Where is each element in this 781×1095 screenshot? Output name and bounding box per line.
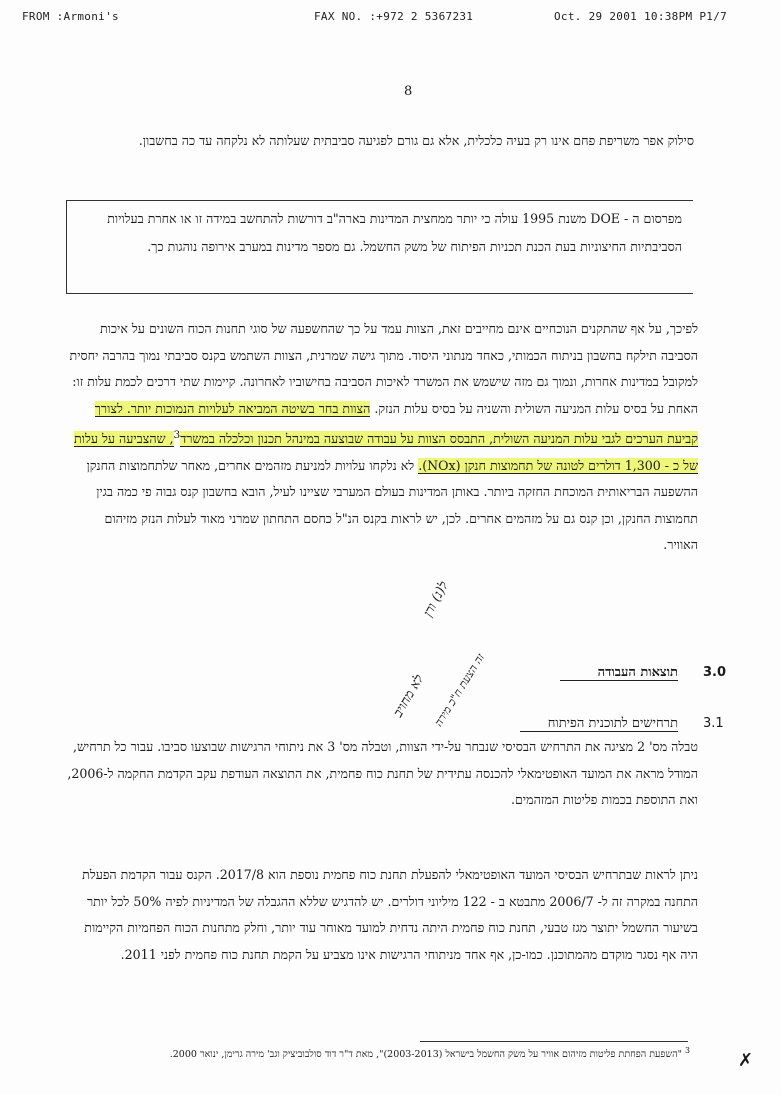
- footnote: [100, 1044, 690, 1062]
- handwritten-note-1: ל(נ) ורן: [420, 579, 452, 620]
- footnote-ref: 3: [173, 429, 181, 441]
- highlight-method: הצוות בחר בשיטה המביאה לעלויות הנמוכות יותר. לצורך קביעת הערכים לגבי עלות המניעה השולית, התבסס הצוות על עבודה שבוצעה במינהל תכנון וכלכלה במשרד: [94, 400, 698, 447]
- highlight-cost: , שהצביעה על עלות של כ - 1,300 דולרים לטונה של תחמוצות חנקן (NOx).: [74, 431, 698, 473]
- paragraph-results: ניתן לראות שבתרחיש הבסיסי המועד האופטימאלי להפעלת תחנת כוח פחמית נוספת הוא 2017/8. הקנס עבור הקדמת הפעלת התחנה במקרה זה ל- 2006/7 מתבטא ב - 122 מיליוני דולרים. יש להדגיש שללא ההגבלה של המדיניות לפיה 50% לכל יותר בשיעור החשמל יתוצר מגז טבעי, תחנת כוח פחמית היתה נדחית למועד מאוחר עוד יותר, וחלק מתחנות הכוח הפחמיות הקיימות היה אף נסגר מוקדם מהמתוכנן. כמו-כן, אף אחד מניתוחי הרגישות אינו מצביע על הקמת תחנת כוח פחמית לפני 2011.: [82, 867, 698, 962]
- page-number: 8: [404, 84, 413, 99]
- paragraph-scenarios: טבלה מס' 2 מציגה את התרחיש הבסיסי שנבחר על-ידי הצוות, וטבלה מס' 3 את ניתוחי הרגישות שבוצעו סביבו. עבור כל תרחיש, המודל מראה את המועד האופטימאלי להכנסה עתידית של תחנת כוח פחמית, את התוצאה העודפת עקב הקדמת החקמה ל-2006, ואת התוספת בכמות פליטות המזהמים.: [67, 739, 698, 807]
- footnote-divider: [420, 1041, 688, 1042]
- section-31-number: 3.1: [703, 716, 724, 731]
- handwritten-note-2: לא מחויב: [390, 672, 428, 720]
- para2-part2: לא נלקחו עלויות למניעת מזהמים אחרים, מאחר שלתחמוצות החנקן ההשפעה הבריאותית המוכחת החזקה ביותר. באותן המדינות בעולם המערבי שציינו לעיל, הובא בחשבון קנס גבוה פי כמה בגין תחמוצות החנקן, וכן קנס גם על מזהמים אחרים. לכן, יש לראות בקנס הנ"ל כחסם התחתון שמרני מאוד לעלות הנזק מזיהום האוויר.: [86, 457, 698, 553]
- paragraph-environment-cost: [66, 316, 698, 559]
- section-31-title: תרחישים לתוכנית הפיתוח: [520, 715, 678, 732]
- footnote-text: "השפעת הפחתת פליטות מזיהום אוויר על משק החשמל בישראל (2003-2013)", מאת ד"ר דוד סולבוביציק וגב' מירה גרימן, ינואר 2000.: [169, 1049, 682, 1061]
- handwritten-note-3: זה הצעת ח"כ מירה: [432, 651, 488, 729]
- fax-number: FAX NO. :+972 2 5367231: [314, 10, 474, 23]
- para2-part1: לפיכך, על אף שהתקנים הנוכחיים אינם מחייבים זאת, הצוות עמד על כך שהחשפעה של סוגי תחנות הכוח השונים על איכות הסביבה תילקח בחשבון בניתוח הכמותי, כאחד מנתוני היסוד. מתוך גישה שמרנית, הצוות השתמש בקנס סביבתי נמוך בהרבה יחסית למקובל במדינות אחרות, ונמוך גם מזה שישמש את המשרד לאיכות הסביבה בחישוביו לאחרונה. קיימות שתי דרכים לכמת עלות זו: האחת על בסיס עלות המניעה השולית והשניה על בסיס עלות הנזק.: [69, 321, 698, 416]
- paragraph-ash-removal: סילוק אפר משריפת פחם אינו רק בעיה כלכלית, אלא גם גורם לפגיעה סביבתית שעלותה לא נלקחה עד כה בחשבון.: [138, 133, 694, 148]
- fax-date: Oct. 29 2001 10:38PM P1/7: [554, 10, 728, 23]
- footnote-number: 3: [684, 1046, 690, 1055]
- corner-mark: ✗: [738, 1050, 754, 1071]
- fax-from: FROM :Armoni's: [22, 10, 119, 23]
- section-30-number: 3.0: [703, 665, 727, 680]
- boxed-note: מפרסום ה - DOE משנת 1995 עולה כי יותר ממחצית המדינות בארה"ב דורשות להתחשב במידה זו או אחרת בעלויות הסביבתיות החיצוניות בעת הכנת תכניות הפיתוח של משק החשמל. גם מספר מדינות במערב אירופה נוהגות כך.: [107, 211, 682, 254]
- section-30-title: תוצאות העבודה: [560, 664, 678, 681]
